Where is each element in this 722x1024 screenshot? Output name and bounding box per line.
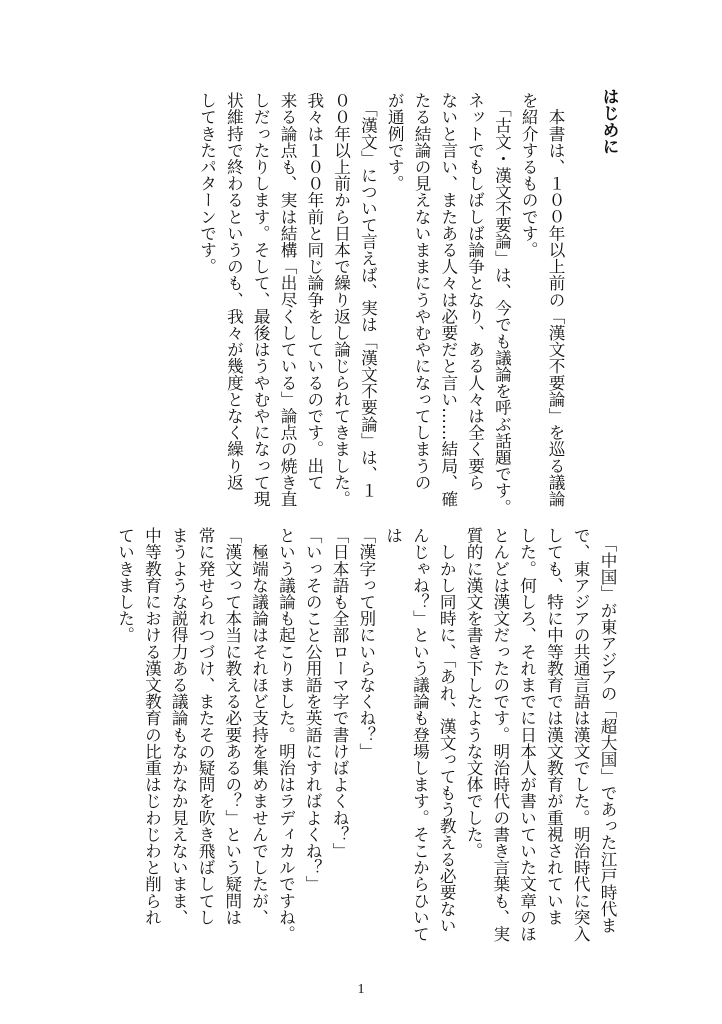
text-column: 「いっそのこと公用語を英語にすればよくね？」 [303, 527, 323, 893]
text-column: 中等教育における漢文教育の比重はじわじわと削られ [142, 527, 162, 926]
text-column: まうような説得力ある議論もなかなか見えないまま、 [169, 527, 189, 926]
text-column: 「中国」が東アジアの「超大国」であった江戸時代ま [598, 527, 617, 934]
text-column: した。何しろ、それまでに日本人が書いていた文章のほ [517, 527, 537, 942]
text-column: 「漢文」について言えば、実は「漢文不要論」は、１ [358, 92, 378, 499]
text-column: ていきました。 [115, 527, 135, 644]
text-column: 我々は１００年前と同じ論争をしているのです。出て [304, 92, 324, 491]
text-column: 来る論点も、実は結構「出尽くしている」論点の焼き直 [278, 92, 297, 507]
text-column: で、東アジアの共通言語は漢文でした。明治時代に突入 [571, 527, 591, 942]
text-column: 「古文・漢文不要論」は、今でも議論を呼ぶ話題です。 [492, 92, 512, 516]
text-column: しても、特に中等教育では漢文教育が重視されていま [544, 527, 564, 926]
text-column: は [383, 527, 403, 544]
text-column: 「日本語も全部ローマ字で書けばよくね？」 [330, 527, 349, 859]
text-column: たる結論の見えないままにうやむやになってしまうの [412, 92, 431, 491]
text-column: 「漢文って本当に教える必要あるの？」という疑問は [222, 527, 242, 926]
text-column: しだったりします。そして、最後はうやむやになって現 [251, 92, 271, 507]
text-column: ００年以上前から日本で繰り返し論じられてきました。 [331, 92, 351, 507]
text-column: んじゃね？」という議論も登場します。そこからひいて [410, 527, 430, 942]
text-column: ないと言い、またある人々は必要だと言い……結局、確 [438, 92, 458, 507]
text-column: 極端な議論はそれほど支持を集めませんでしたが、 [249, 527, 269, 926]
text-column: してきたパターンです。 [197, 92, 217, 275]
page-number: 1 [357, 982, 365, 997]
text-column: しかし同時に、「あれ、漢文ってもう教える必要ない [437, 527, 457, 934]
text-column: 本書は、１００年以上前の「漢文不要論」を巡る議論 [546, 92, 565, 507]
text-column: を紹介するものです。 [519, 92, 539, 258]
text-column: という議論も起こりました。明治はラディカルですね。 [276, 527, 296, 942]
text-column: 「漢字って別にいらなくね？」 [356, 527, 376, 760]
text-column: 質的に漢文を書き下したような文体でした。 [464, 527, 483, 859]
text-column: 常に発せられつづけ、またその疑問を吹き飛ばしてし [196, 527, 215, 926]
text-column: 状維持で終わるというのも、我々が幾度となく繰り返 [224, 92, 244, 491]
text-column: とんどは漢文だったのです。明治時代の書き言葉も、実 [490, 527, 510, 942]
text-column: が通例です。 [385, 92, 405, 192]
text-column: ネットでもしばしば論争となり、ある人々は全く要ら [465, 92, 485, 491]
section-heading: はじめに [600, 88, 619, 155]
